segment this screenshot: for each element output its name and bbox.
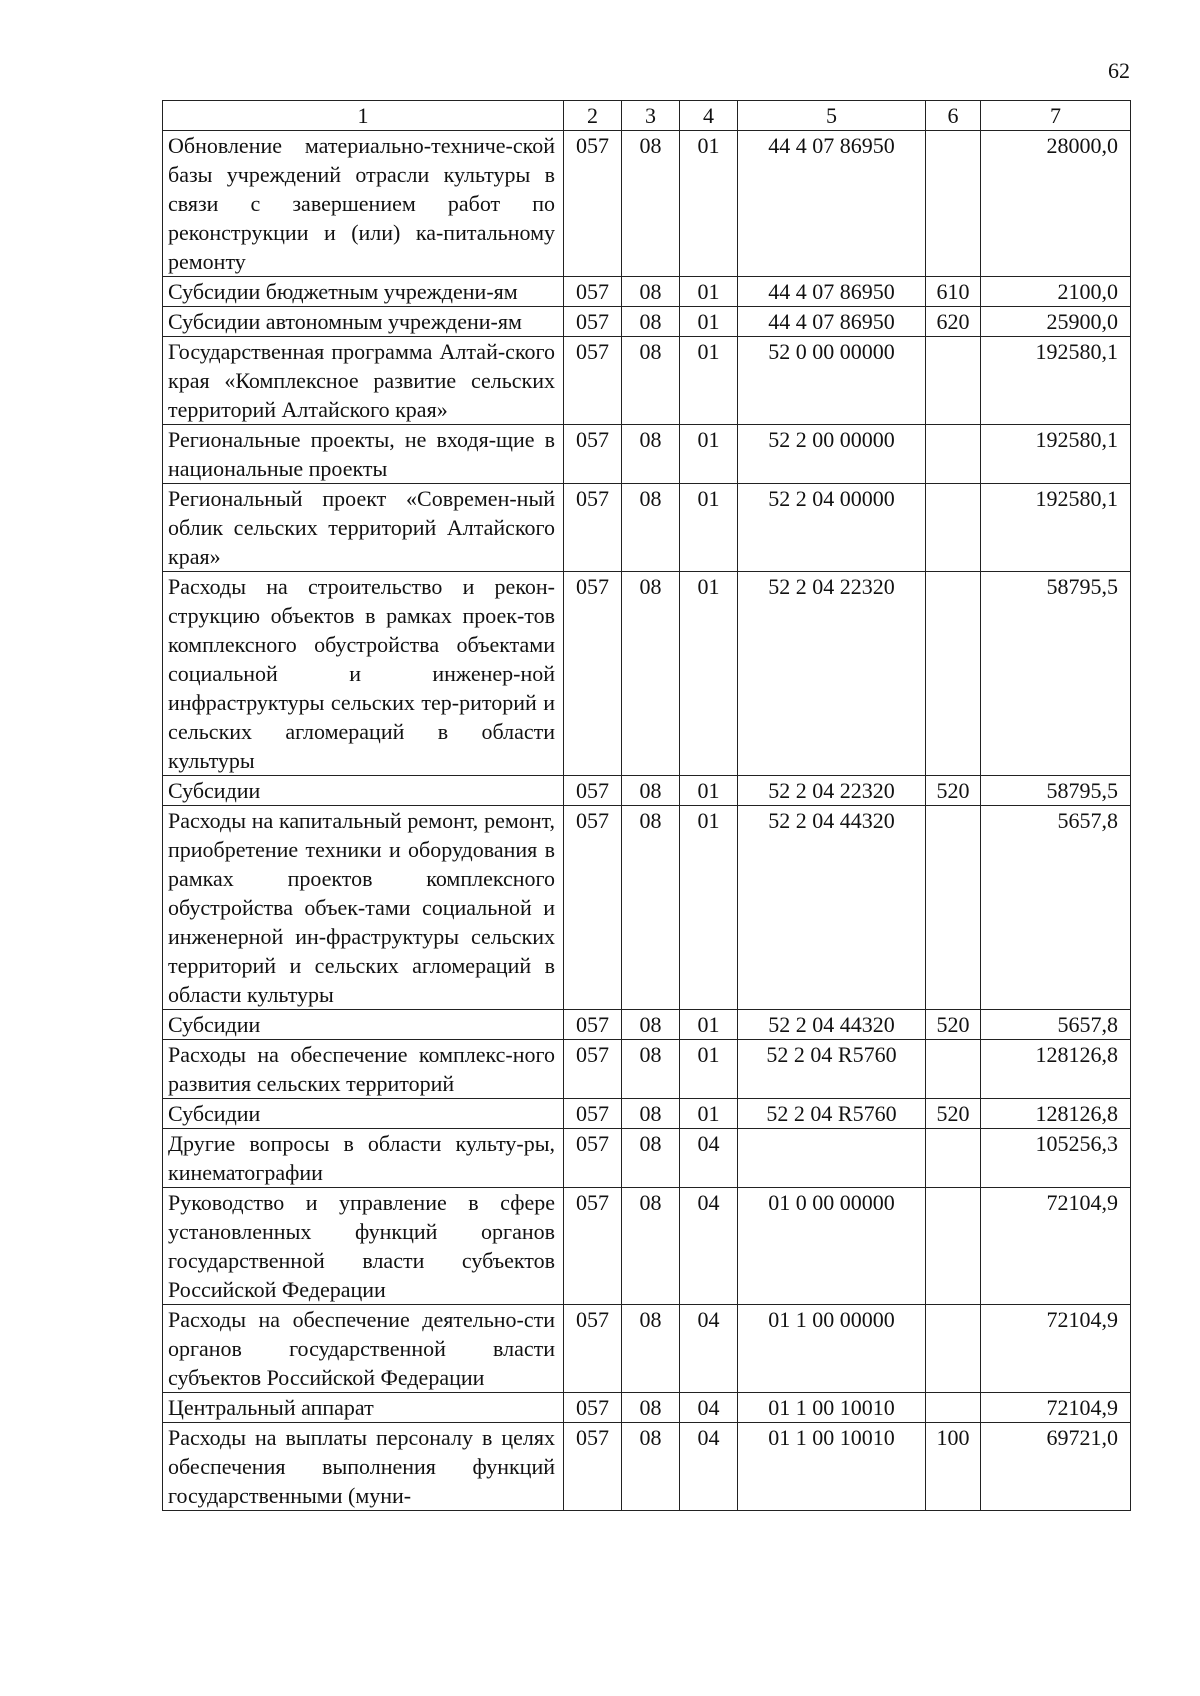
chapter-cell: 057	[564, 1010, 622, 1040]
table-row	[163, 277, 1131, 307]
amount-cell: 58795,5	[981, 776, 1131, 806]
amount-cell: 192580,1	[981, 425, 1131, 484]
amount-cell: 5657,8	[981, 1010, 1131, 1040]
expense-type-cell	[926, 484, 981, 572]
expense-type-cell	[926, 806, 981, 1010]
header-col-1: 1	[163, 101, 564, 131]
section-cell: 08	[622, 1040, 680, 1099]
name-cell: Субсидии	[163, 776, 564, 806]
table-header-row	[163, 101, 1131, 131]
name-cell: Расходы на строительство и рекон-струкцию объектов в рамках проек-тов комплексного обустройства объектами социальной и инженер-ной инфраструктуры сельских тер-риторий и сельских агломераций в области культуры	[163, 572, 564, 776]
table-row	[163, 337, 1131, 425]
section-cell: 08	[622, 1010, 680, 1040]
name-cell: Расходы на капитальный ремонт, ремонт, приобретение техники и оборудования в рамках проектов комплексного обустройства объек-тами социальной и инженерной ин-фраструктуры сельских территорий и сельских агломераций в области культуры	[163, 806, 564, 1010]
section-cell: 08	[622, 572, 680, 776]
name-cell: Субсидии	[163, 1099, 564, 1129]
chapter-cell: 057	[564, 806, 622, 1010]
expense-type-cell	[926, 1188, 981, 1305]
target-article-cell: 01 1 00 00000	[738, 1305, 926, 1393]
name-cell: Обновление материально-техниче-ской базы учреждений отрасли культуры в связи с завершением работ по реконструкции и (или) ка-питальному ремонту	[163, 131, 564, 277]
section-cell: 08	[622, 425, 680, 484]
table-row	[163, 776, 1131, 806]
name-cell: Региональный проект «Современ-ный облик сельских территорий Алтайского края»	[163, 484, 564, 572]
chapter-cell: 057	[564, 1099, 622, 1129]
target-article-cell: 52 2 04 44320	[738, 806, 926, 1010]
section-cell: 08	[622, 1129, 680, 1188]
amount-cell: 105256,3	[981, 1129, 1131, 1188]
budget-table	[162, 100, 1131, 1511]
expense-type-cell	[926, 337, 981, 425]
target-article-cell: 52 2 04 R5760	[738, 1099, 926, 1129]
table-row	[163, 425, 1131, 484]
page-number: 62	[1108, 58, 1130, 83]
subsection-cell: 01	[680, 806, 738, 1010]
target-article-cell: 01 1 00 10010	[738, 1393, 926, 1423]
table-row	[163, 1188, 1131, 1305]
header-col-5: 5	[738, 101, 926, 131]
table-row	[163, 806, 1131, 1010]
subsection-cell: 01	[680, 277, 738, 307]
subsection-cell: 01	[680, 572, 738, 776]
subsection-cell: 01	[680, 425, 738, 484]
table-row	[163, 1305, 1131, 1393]
amount-cell: 128126,8	[981, 1099, 1131, 1129]
section-cell: 08	[622, 277, 680, 307]
amount-cell: 72104,9	[981, 1305, 1131, 1393]
target-article-cell: 52 2 04 22320	[738, 572, 926, 776]
amount-cell: 28000,0	[981, 131, 1131, 277]
subsection-cell: 04	[680, 1305, 738, 1393]
subsection-cell: 01	[680, 1099, 738, 1129]
chapter-cell: 057	[564, 307, 622, 337]
table-body	[163, 131, 1131, 1511]
section-cell: 08	[622, 1099, 680, 1129]
name-cell: Государственная программа Алтай-ского края «Комплексное развитие сельских территорий Алтайского края»	[163, 337, 564, 425]
expense-type-cell	[926, 1305, 981, 1393]
chapter-cell: 057	[564, 337, 622, 425]
table-row	[163, 1423, 1131, 1511]
name-cell: Расходы на обеспечение комплекс-ного развития сельских территорий	[163, 1040, 564, 1099]
table-row	[163, 1099, 1131, 1129]
name-cell: Центральный аппарат	[163, 1393, 564, 1423]
amount-cell: 192580,1	[981, 337, 1131, 425]
chapter-cell: 057	[564, 277, 622, 307]
amount-cell: 25900,0	[981, 307, 1131, 337]
expense-type-cell	[926, 1129, 981, 1188]
section-cell: 08	[622, 337, 680, 425]
subsection-cell: 01	[680, 484, 738, 572]
subsection-cell: 04	[680, 1129, 738, 1188]
table-row	[163, 307, 1131, 337]
subsection-cell: 01	[680, 337, 738, 425]
chapter-cell: 057	[564, 776, 622, 806]
expense-type-cell: 620	[926, 307, 981, 337]
amount-cell: 192580,1	[981, 484, 1131, 572]
target-article-cell: 01 1 00 10010	[738, 1423, 926, 1511]
target-article-cell: 52 2 04 22320	[738, 776, 926, 806]
table-row	[163, 572, 1131, 776]
section-cell: 08	[622, 1188, 680, 1305]
expense-type-cell: 520	[926, 776, 981, 806]
name-cell: Расходы на обеспечение деятельно-сти органов государственной власти субъектов Российской Федерации	[163, 1305, 564, 1393]
name-cell: Другие вопросы в области культу-ры, кинематографии	[163, 1129, 564, 1188]
expense-type-cell: 520	[926, 1099, 981, 1129]
chapter-cell: 057	[564, 484, 622, 572]
subsection-cell: 04	[680, 1423, 738, 1511]
name-cell: Субсидии автономным учреждени-ям	[163, 307, 564, 337]
target-article-cell: 44 4 07 86950	[738, 277, 926, 307]
section-cell: 08	[622, 484, 680, 572]
subsection-cell: 04	[680, 1393, 738, 1423]
subsection-cell: 01	[680, 131, 738, 277]
chapter-cell: 057	[564, 1129, 622, 1188]
name-cell: Субсидии бюджетным учреждени-ям	[163, 277, 564, 307]
target-article-cell	[738, 1129, 926, 1188]
subsection-cell: 04	[680, 1188, 738, 1305]
chapter-cell: 057	[564, 1040, 622, 1099]
expense-type-cell	[926, 1393, 981, 1423]
target-article-cell: 52 2 04 00000	[738, 484, 926, 572]
target-article-cell: 01 0 00 00000	[738, 1188, 926, 1305]
subsection-cell: 01	[680, 1010, 738, 1040]
table-row	[163, 1010, 1131, 1040]
chapter-cell: 057	[564, 1393, 622, 1423]
name-cell: Региональные проекты, не входя-щие в национальные проекты	[163, 425, 564, 484]
chapter-cell: 057	[564, 1305, 622, 1393]
expense-type-cell	[926, 1040, 981, 1099]
section-cell: 08	[622, 131, 680, 277]
expense-type-cell: 610	[926, 277, 981, 307]
name-cell: Субсидии	[163, 1010, 564, 1040]
section-cell: 08	[622, 1305, 680, 1393]
subsection-cell: 01	[680, 1040, 738, 1099]
subsection-cell: 01	[680, 776, 738, 806]
section-cell: 08	[622, 1423, 680, 1511]
section-cell: 08	[622, 806, 680, 1010]
target-article-cell: 52 2 04 44320	[738, 1010, 926, 1040]
table-row	[163, 131, 1131, 277]
amount-cell: 2100,0	[981, 277, 1131, 307]
subsection-cell: 01	[680, 307, 738, 337]
chapter-cell: 057	[564, 1423, 622, 1511]
target-article-cell: 52 0 00 00000	[738, 337, 926, 425]
amount-cell: 58795,5	[981, 572, 1131, 776]
table-row	[163, 484, 1131, 572]
chapter-cell: 057	[564, 1188, 622, 1305]
expense-type-cell: 100	[926, 1423, 981, 1511]
header-col-6: 6	[926, 101, 981, 131]
section-cell: 08	[622, 1393, 680, 1423]
chapter-cell: 057	[564, 131, 622, 277]
target-article-cell: 52 2 00 00000	[738, 425, 926, 484]
section-cell: 08	[622, 307, 680, 337]
expense-type-cell	[926, 131, 981, 277]
amount-cell: 69721,0	[981, 1423, 1131, 1511]
expense-type-cell	[926, 425, 981, 484]
section-cell: 08	[622, 776, 680, 806]
table-row	[163, 1393, 1131, 1423]
amount-cell: 72104,9	[981, 1393, 1131, 1423]
header-col-7: 7	[981, 101, 1131, 131]
target-article-cell: 44 4 07 86950	[738, 131, 926, 277]
target-article-cell: 44 4 07 86950	[738, 307, 926, 337]
amount-cell: 72104,9	[981, 1188, 1131, 1305]
amount-cell: 128126,8	[981, 1040, 1131, 1099]
chapter-cell: 057	[564, 572, 622, 776]
name-cell: Руководство и управление в сфере установленных функций органов государственной власти субъектов Российской Федерации	[163, 1188, 564, 1305]
amount-cell: 5657,8	[981, 806, 1131, 1010]
target-article-cell: 52 2 04 R5760	[738, 1040, 926, 1099]
table-row	[163, 1040, 1131, 1099]
expense-type-cell: 520	[926, 1010, 981, 1040]
name-cell: Расходы на выплаты персоналу в целях обеспечения выполнения функций государственными (муни-	[163, 1423, 564, 1511]
header-col-4: 4	[680, 101, 738, 131]
header-col-2: 2	[564, 101, 622, 131]
expense-type-cell	[926, 572, 981, 776]
table-row	[163, 1129, 1131, 1188]
header-col-3: 3	[622, 101, 680, 131]
chapter-cell: 057	[564, 425, 622, 484]
